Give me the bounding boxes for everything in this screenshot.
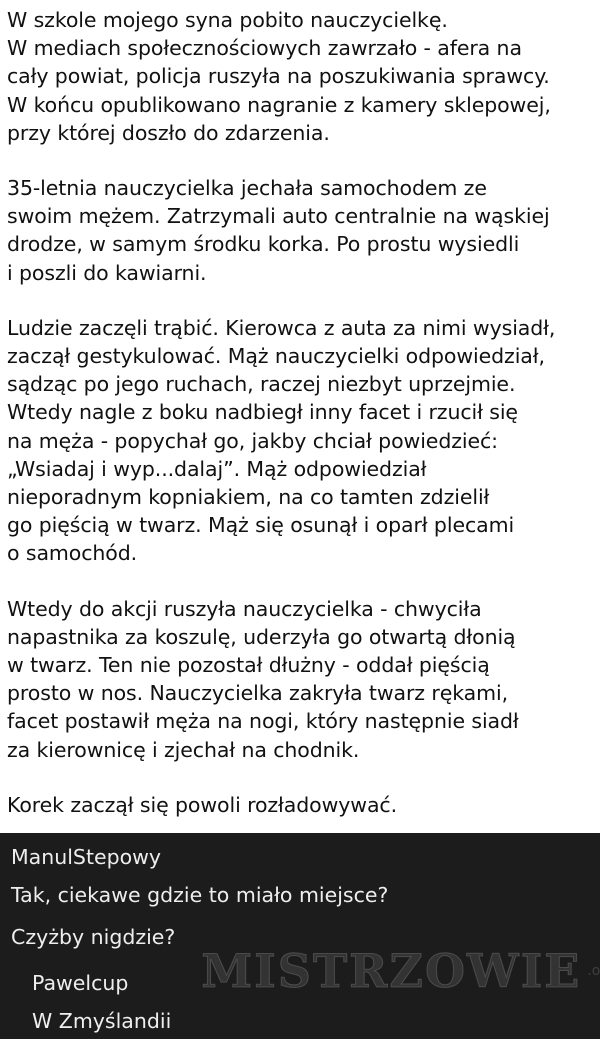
story-line: za kierownicę i zjechał na chodnik. [7, 737, 360, 762]
story-line: W mediach społecznościowych zawrzało - afera na [7, 36, 522, 61]
story-line: 35-letnia nauczycielka jechała samochodem ze [7, 176, 487, 201]
story-line: W szkole mojego syna pobito nauczycielkę. [7, 8, 448, 32]
story-line: Wtedy nagle z boku nadbiegł inny facet i rzucił się [7, 400, 518, 425]
story-line: Ludzie zaczęli trąbić. Kierowca z auta za nimi wysiadł, [7, 315, 556, 340]
story-line: drodze, w samym środku korka. Po prostu wysiedli [7, 232, 520, 257]
story-line: „Wsiadaj i wyp...dalaj”. Mąż odpowiedział [7, 456, 427, 481]
story-line: Korek zaczął się powoli rozładowywać. [7, 792, 398, 817]
comment-text-line: Tak, ciekawe gdzie to miało miejsce? [11, 883, 389, 907]
story-line: prosto w nos. Nauczycielka zakryła twarz rękami, [7, 681, 508, 706]
story-line: na męża - popychał go, jakby chciał powiedzieć: [7, 428, 498, 453]
story-line: i poszli do kawiarni. [7, 260, 207, 285]
watermark-logo-text: MISTRZOWIE [201, 944, 582, 998]
story-paragraph-5 [7, 791, 600, 819]
story-paragraph-1 [7, 6, 600, 147]
story-line: Wtedy do akcji ruszyła nauczycielka - chwyciła [7, 596, 482, 621]
story-line: zaczął gestykulować. Mąż nauczycielki odpowiedział, [7, 344, 545, 369]
story-line: facet postawił męża na nogi, który następnie siadł [7, 709, 519, 734]
story-line: w twarz. Ten nie pozostał dłużny - oddał pięścią [7, 653, 490, 678]
reply-author-pawelcup[interactable]: Pawelcup [32, 971, 129, 995]
comment-author-manulstepowy[interactable]: ManulStepowy [11, 845, 162, 869]
story-line: sądząc po jego ruchach, raczej niezbyt uprzejmie. [7, 372, 516, 397]
story-line: nieporadnym kopniakiem, na co tamten zdzielił [7, 485, 490, 510]
story-line: o samochód. [7, 541, 138, 566]
reply-text: W Zmyślandii [32, 1009, 172, 1033]
story-paragraph-2 [7, 174, 600, 287]
story-paragraph-4 [7, 595, 600, 764]
story-line: cały powiat, policja ruszyła na poszukiwania sprawcy. [7, 64, 550, 89]
site-watermark [201, 944, 615, 998]
story-line: przy której doszło do zdarzenia. [7, 120, 330, 145]
story-line: napastnika za koszulę, uderzyła go otwartą dłonią [7, 624, 516, 649]
story-line: W końcu opublikowano nagranie z kamery sklepowej, [7, 92, 551, 117]
comment-text-line: Czyżby nigdzie? [11, 925, 176, 949]
story-line: swoim mężem. Zatrzymali auto centralnie na wąskiej [7, 204, 550, 229]
watermark-logo-suffix: .org [587, 963, 615, 979]
comments-section [0, 833, 600, 1039]
story-paragraph-3 [7, 314, 600, 568]
story-line: go pięścią w twarz. Mąż się osunął i oparł plecami [7, 513, 515, 538]
